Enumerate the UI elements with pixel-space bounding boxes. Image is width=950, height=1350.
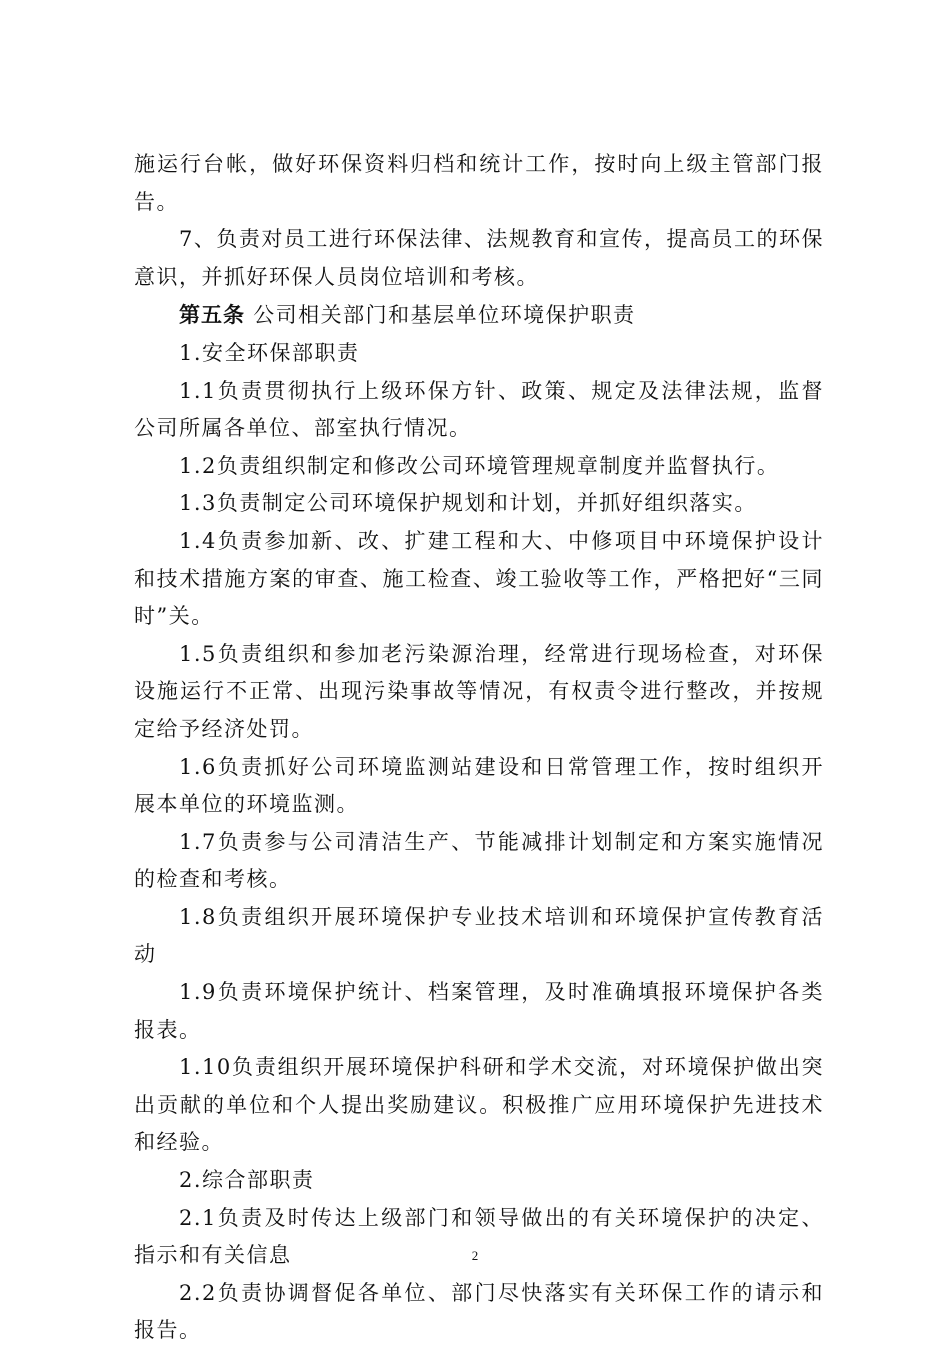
paragraph-1-10: 1.10负责组织开展环境保护科研和学术交流，对环境保护做出突出贡献的单位和个人提出奖励建议。积极推广应用环境保护先进技术和经验。 — [134, 1055, 824, 1155]
paragraph-1-1: 1.1负责贯彻执行上级环保方针、政策、规定及法律法规，监督公司所属各单位、部室执行情况。 — [134, 378, 824, 441]
paragraph-1-5: 1.5负责组织和参加老污染源治理，经常进行现场检查，对环保设施运行不正常、出现污染事故等情况，有权责令进行整改，并按规定给予经济处罚。 — [134, 641, 824, 741]
section-heading-1: 1.安全环保部职责 — [179, 340, 360, 365]
page-number: 2 — [471, 1248, 479, 1263]
paragraph-1-8: 1.8负责组织开展环境保护专业技术培训和环境保护宣传教育活动 — [134, 904, 824, 967]
paragraph-1-4: 1.4负责参加新、改、扩建工程和大、中修项目中环境保护设计和技术措施方案的审查、施工检查、竣工验收等工作，严格把好“三同时”关。 — [134, 528, 824, 629]
section-heading-2: 2.综合部职责 — [179, 1168, 315, 1193]
paragraph-1-3: 1.3负责制定公司环境保护规划和计划，并抓好组织落实。 — [179, 491, 757, 516]
paragraph-1-7: 1.7负责参与公司清洁生产、节能减排计划制定和方案实施情况的检查和考核。 — [134, 829, 824, 892]
paragraph-item-7: 7、负责对员工进行环保法律、法规教育和宣传，提高员工的环保意识，并抓好环保人员岗位培训和考核。 — [134, 227, 824, 289]
article-5-heading — [134, 296, 824, 335]
article-number: 第五条 — [179, 302, 245, 328]
paragraph-2-1: 2.1负责及时传达上级部门和领导做出的有关环境保护的决定、指示和有关信息 — [134, 1205, 824, 1268]
paragraph-1-2: 1.2负责组织制定和修改公司环境管理规章制度并监督执行。 — [179, 453, 780, 478]
body-text — [134, 146, 824, 1350]
paragraph-1-9: 1.9负责环境保护统计、档案管理，及时准确填报环境保护各类报表。 — [134, 980, 824, 1042]
article-title: 公司相关部门和基层单位环境保护职责 — [245, 303, 636, 328]
paragraph-2-2: 2.2负责协调督促各单位、部门尽快落实有关环保工作的请示和报告。 — [134, 1280, 824, 1343]
paragraph-1-6: 1.6负责抓好公司环境监测站建设和日常管理工作，按时组织开展本单位的环境监测。 — [134, 754, 824, 817]
paragraph-continuation: 施运行台帐，做好环保资料归档和统计工作，按时向上级主管部门报告。 — [134, 152, 824, 214]
